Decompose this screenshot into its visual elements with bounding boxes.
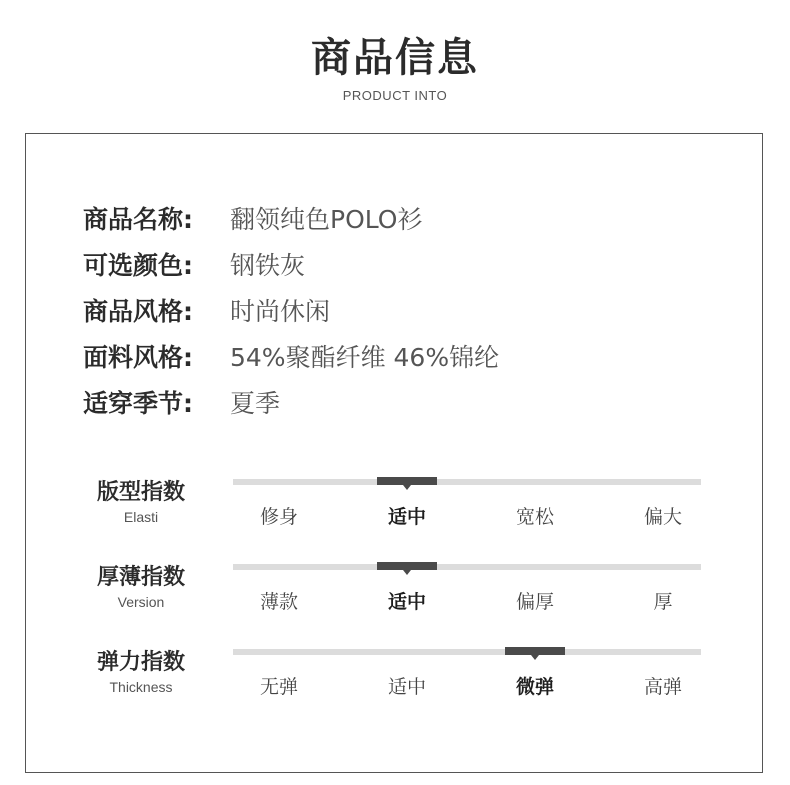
elasticity-option-none: 无弹: [259, 676, 298, 698]
info-value: 时尚休闲: [230, 297, 331, 326]
thickness-option-thick: 厚: [653, 591, 673, 613]
info-row-fabric: [83, 340, 499, 376]
index-name: 弹力指数: [96, 650, 185, 675]
index-english: Thickness: [109, 679, 173, 695]
elasticity-index-marker: [505, 647, 565, 655]
info-row-product-name: [83, 202, 422, 238]
thickness-index-label: [86, 563, 196, 611]
info-row-colors: [83, 248, 305, 284]
elasticity-option-high: 高弹: [643, 676, 682, 698]
info-value: 54%聚酯纤维 46%锦纶: [230, 343, 500, 372]
index-english: Version: [117, 594, 165, 610]
info-row-season: [83, 386, 280, 422]
fit-option-regular: 适中: [387, 506, 426, 528]
page-subtitle: PRODUCT INTO: [342, 88, 448, 103]
product-info-panel: [25, 133, 763, 773]
fit-index-label: [86, 478, 196, 526]
info-label: 商品风格:: [83, 297, 193, 326]
info-label: 适穿季节:: [83, 389, 193, 418]
elasticity-option-slight: 微弹: [515, 676, 554, 698]
index-name: 厚薄指数: [96, 565, 185, 590]
info-label: 可选颜色:: [83, 251, 193, 280]
info-label: 面料风格:: [83, 343, 193, 372]
thickness-index-marker: [377, 562, 437, 570]
thickness-option-regular: 适中: [387, 591, 426, 613]
fit-option-oversize: 偏大: [643, 506, 682, 528]
index-name: 版型指数: [96, 480, 185, 505]
page-title: 商品信息: [311, 35, 479, 81]
thickness-option-thin: 薄款: [259, 591, 298, 613]
elasticity-option-medium: 适中: [387, 676, 426, 698]
elasticity-index-label: [86, 648, 196, 696]
index-english: Elasti: [123, 509, 159, 525]
info-row-style: [83, 294, 330, 330]
fit-option-slim: 修身: [259, 506, 298, 528]
elasticity-index-track: [233, 649, 701, 655]
info-value: 翻领纯色POLO衫: [230, 205, 423, 234]
fit-index-marker: [377, 477, 437, 485]
thickness-option-slightly-thick: 偏厚: [515, 591, 554, 613]
fit-option-loose: 宽松: [515, 506, 554, 528]
info-label: 商品名称:: [83, 205, 193, 234]
fit-index-track: [233, 479, 701, 485]
info-value: 夏季: [230, 389, 281, 418]
info-value: 钢铁灰: [230, 251, 306, 280]
thickness-index-track: [233, 564, 701, 570]
